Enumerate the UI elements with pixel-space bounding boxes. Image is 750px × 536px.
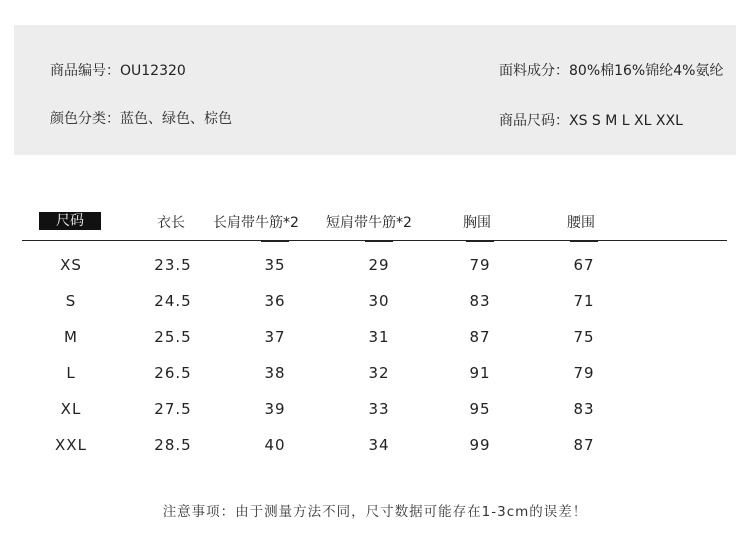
cell-short-strap: 34 — [368, 436, 390, 454]
size-label: 商品尺码： — [499, 113, 569, 129]
cell-waist: 67 — [573, 256, 595, 274]
table-row — [0, 400, 750, 424]
header-tick — [570, 240, 598, 242]
cell-waist: 71 — [573, 292, 595, 310]
color-label: 颜色分类： — [50, 111, 120, 127]
cell-long-strap: 39 — [264, 400, 286, 418]
cell-size: S — [65, 292, 77, 310]
header-short-strap: 短肩带牛筋*2 — [326, 215, 412, 231]
table-row — [0, 436, 750, 460]
measurement-note: 注意事项：由于测量方法不同，尺寸数据可能存在1-3cm的误差！ — [162, 504, 588, 520]
cell-bust: 87 — [469, 328, 491, 346]
cell-size: XXL — [55, 436, 87, 454]
cell-long-strap: 40 — [264, 436, 286, 454]
cell-length: 27.5 — [154, 400, 192, 418]
header-waist: 腰围 — [567, 215, 595, 231]
size-value: XS S M L XL XXL — [569, 113, 683, 129]
cell-waist: 87 — [573, 436, 595, 454]
cell-size: M — [64, 328, 78, 346]
cell-length: 26.5 — [154, 364, 192, 382]
cell-short-strap: 32 — [368, 364, 390, 382]
cell-bust: 95 — [469, 400, 491, 418]
cell-bust: 91 — [469, 364, 491, 382]
cell-size: XL — [60, 400, 82, 418]
product-code-value: OU12320 — [120, 63, 186, 79]
header-size: 尺码 — [39, 212, 101, 230]
product-info-panel — [14, 25, 736, 155]
header-tick — [466, 240, 494, 242]
cell-bust: 83 — [469, 292, 491, 310]
material-value: 80%棉16%锦纶4%氨纶 — [569, 63, 724, 79]
color-value: 蓝色、绿色、棕色 — [120, 111, 232, 127]
table-row — [0, 328, 750, 352]
header-tick — [261, 240, 289, 242]
header-long-strap: 长肩带牛筋*2 — [213, 215, 299, 231]
header-bust: 胸围 — [463, 215, 491, 231]
cell-long-strap: 36 — [264, 292, 286, 310]
size-table-header — [22, 205, 727, 241]
cell-waist: 83 — [573, 400, 595, 418]
table-row — [0, 364, 750, 388]
cell-waist: 79 — [573, 364, 595, 382]
color-options — [50, 108, 232, 128]
cell-length: 24.5 — [154, 292, 192, 310]
cell-short-strap: 30 — [368, 292, 390, 310]
header-tick — [365, 240, 393, 242]
table-row — [0, 292, 750, 316]
cell-size: L — [66, 364, 76, 382]
product-code-label: 商品编号： — [50, 63, 120, 79]
cell-bust: 99 — [469, 436, 491, 454]
cell-short-strap: 33 — [368, 400, 390, 418]
cell-bust: 79 — [469, 256, 491, 274]
cell-short-strap: 31 — [368, 328, 390, 346]
cell-length: 25.5 — [154, 328, 192, 346]
header-length: 衣长 — [157, 215, 185, 231]
cell-length: 23.5 — [154, 256, 192, 274]
product-sizes — [499, 110, 683, 130]
material-composition — [499, 60, 723, 80]
cell-short-strap: 29 — [368, 256, 390, 274]
cell-size: XS — [60, 256, 82, 274]
product-code — [50, 60, 186, 80]
table-row — [0, 256, 750, 280]
cell-length: 28.5 — [154, 436, 192, 454]
cell-long-strap: 37 — [264, 328, 286, 346]
cell-long-strap: 38 — [264, 364, 286, 382]
cell-waist: 75 — [573, 328, 595, 346]
cell-long-strap: 35 — [264, 256, 286, 274]
material-label: 面料成分： — [499, 63, 569, 79]
